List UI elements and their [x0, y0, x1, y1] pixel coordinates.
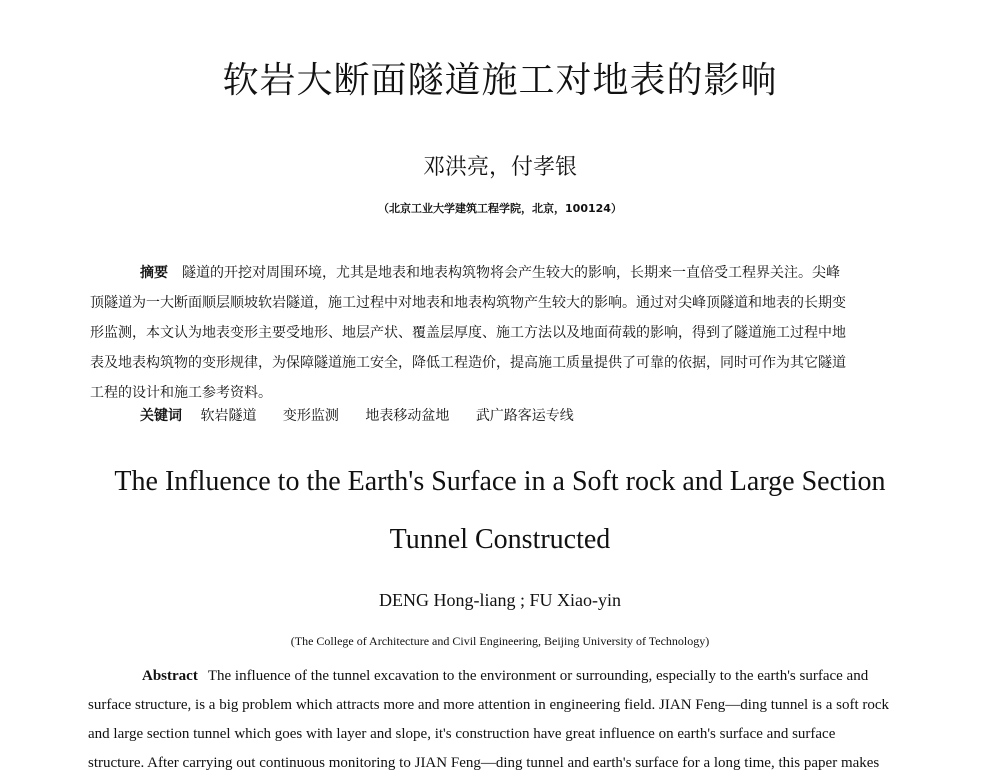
english-abstract-line: structure. After carrying out continuous monitoring to JIAN Feng—ding tunnel and earth's surface for a long time, this paper makes	[88, 755, 880, 771]
english-abstract	[88, 662, 914, 778]
chinese-abstract	[90, 258, 912, 408]
chinese-abstract-line: 顶隧道为一大断面顺层顺坡软岩隧道，施工过程中对地表和地表构筑物产生较大的影响。通过对尖峰顶隧道和地表的长期变	[90, 295, 846, 311]
english-abstract-label: Abstract	[142, 668, 198, 684]
english-abstract-line	[88, 662, 914, 691]
english-title-line-2: Tunnel Constructed	[389, 524, 611, 555]
english-title-line-1: The Influence to the Earth's Surface in a Soft rock and Large Section	[114, 466, 886, 497]
chinese-abstract-label: 摘要	[140, 265, 168, 281]
chinese-abstract-line: 表及地表构筑物的变形规律，为保障隧道施工安全，降低工程造价，提高施工质量提供了可靠的依据，同时可作为其它隧道	[90, 355, 846, 371]
chinese-abstract-line: 工程的设计和施工参考资料。	[90, 385, 272, 401]
chinese-abstract-line: 形监测，本文认为地表变形主要受地形、地层产状、覆盖层厚度、施工方法以及地面荷载的影响，得到了隧道施工过程中地	[90, 325, 846, 341]
chinese-title: 软岩大断面隧道施工对地表的影响	[222, 60, 778, 101]
english-abstract-line: surface structure, is a big problem which attracts more and more attention in engineering field. JIAN Feng—ding tunnel is a soft rock	[88, 697, 890, 713]
keyword: 地表移动盆地	[365, 408, 450, 424]
chinese-abstract-text: 隧道的开挖对周围环境，尤其是地表和地表构筑物将会产生较大的影响，长期来一直倍受工程界关注。尖峰	[182, 265, 840, 281]
chinese-abstract-line	[90, 258, 912, 288]
english-affiliation: (The College of Architecture and Civil Engineering, Beijing University of Technology)	[290, 634, 710, 648]
chinese-affiliation: （北京工业大学建筑工程学院，北京，100124）	[378, 202, 622, 215]
keywords-label: 关键词	[140, 408, 182, 424]
english-abstract-text: The influence of the tunnel excavation to the environment or surrounding, especially to the earth's surface and	[207, 668, 869, 684]
chinese-authors: 邓洪亮，付孝银	[422, 155, 577, 180]
keyword: 武广路客运专线	[475, 408, 574, 424]
chinese-keywords	[140, 405, 596, 425]
keyword: 软岩隧道	[200, 408, 257, 424]
english-authors: DENG Hong-liang ; FU Xiao-yin	[379, 590, 621, 610]
english-abstract-line: and large section tunnel which goes with layer and slope, it's construction have great influence on earth's surface and surface	[88, 726, 836, 742]
keyword: 变形监测	[282, 408, 339, 424]
